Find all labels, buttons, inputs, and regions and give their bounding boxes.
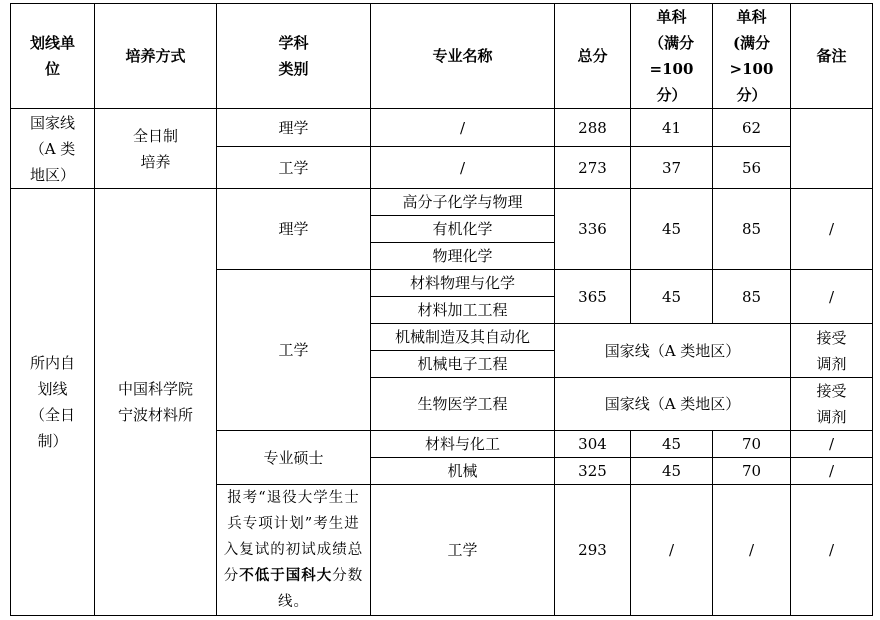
science-major: 物理化学 — [371, 243, 555, 270]
science-major: 有机化学 — [371, 216, 555, 243]
engineering-remark: 接受 调剂 — [791, 324, 873, 378]
national-method: 全日制 培养 — [95, 109, 217, 189]
engineering-national-line: 国家线（A 类地区） — [555, 324, 791, 378]
header-row — [11, 4, 873, 109]
national-s1: 37 — [631, 147, 713, 189]
professional-total: 325 — [555, 458, 631, 485]
professional-s1: 45 — [631, 458, 713, 485]
engineering-remark: 接受 调剂 — [791, 378, 873, 431]
veteran-s2: / — [713, 485, 791, 616]
national-s2: 62 — [713, 109, 791, 147]
national-category: 工学 — [217, 147, 371, 189]
engineering-remark: / — [791, 270, 873, 324]
national-category: 理学 — [217, 109, 371, 147]
national-remark — [791, 109, 873, 189]
national-s2: 56 — [713, 147, 791, 189]
institute-method: 中国科学院 宁波材料所 — [95, 189, 217, 616]
engineering-major: 生物医学工程 — [371, 378, 555, 431]
header-method: 培养方式 — [95, 4, 217, 109]
professional-total: 304 — [555, 431, 631, 458]
veteran-s1: / — [631, 485, 713, 616]
veteran-note: 报考“退役大学生士兵专项计划”考生进入复试的初试成绩总分不低于国科大分数线。 — [217, 485, 371, 616]
national-unit: 国家线 （A 类 地区） — [11, 109, 95, 189]
national-major: / — [371, 109, 555, 147]
national-total: 288 — [555, 109, 631, 147]
engineering-major: 材料物理与化学 — [371, 270, 555, 297]
institute-unit: 所内自 划线 （全日 制） — [11, 189, 95, 616]
engineering-s1: 45 — [631, 270, 713, 324]
veteran-remark: / — [791, 485, 873, 616]
header-unit: 划线单 位 — [11, 4, 95, 109]
national-major: / — [371, 147, 555, 189]
header-major: 专业名称 — [371, 4, 555, 109]
engineering-total: 365 — [555, 270, 631, 324]
veteran-category: 工学 — [371, 485, 555, 616]
professional-major: 机械 — [371, 458, 555, 485]
science-s1: 45 — [631, 189, 713, 270]
professional-remark: / — [791, 458, 873, 485]
table-row — [11, 189, 873, 216]
professional-category: 专业硕士 — [217, 431, 371, 485]
professional-s2: 70 — [713, 431, 791, 458]
table-row — [11, 109, 873, 147]
engineering-major: 机械电子工程 — [371, 351, 555, 378]
header-single-over-100: 单科 (满分 >100 分） — [713, 4, 791, 109]
header-remark: 备注 — [791, 4, 873, 109]
veteran-total: 293 — [555, 485, 631, 616]
science-major: 高分子化学与物理 — [371, 189, 555, 216]
science-total: 336 — [555, 189, 631, 270]
professional-s2: 70 — [713, 458, 791, 485]
engineering-s2: 85 — [713, 270, 791, 324]
science-category: 理学 — [217, 189, 371, 270]
score-line-table — [10, 3, 873, 616]
professional-remark: / — [791, 431, 873, 458]
engineering-national-line: 国家线（A 类地区） — [555, 378, 791, 431]
science-s2: 85 — [713, 189, 791, 270]
engineering-major: 机械制造及其自动化 — [371, 324, 555, 351]
professional-major: 材料与化工 — [371, 431, 555, 458]
engineering-category: 工学 — [217, 270, 371, 431]
header-total: 总分 — [555, 4, 631, 109]
professional-s1: 45 — [631, 431, 713, 458]
national-s1: 41 — [631, 109, 713, 147]
engineering-major: 材料加工工程 — [371, 297, 555, 324]
national-total: 273 — [555, 147, 631, 189]
header-category: 学科 类别 — [217, 4, 371, 109]
science-remark: / — [791, 189, 873, 270]
header-single-100: 单科 （满分 =100 分） — [631, 4, 713, 109]
